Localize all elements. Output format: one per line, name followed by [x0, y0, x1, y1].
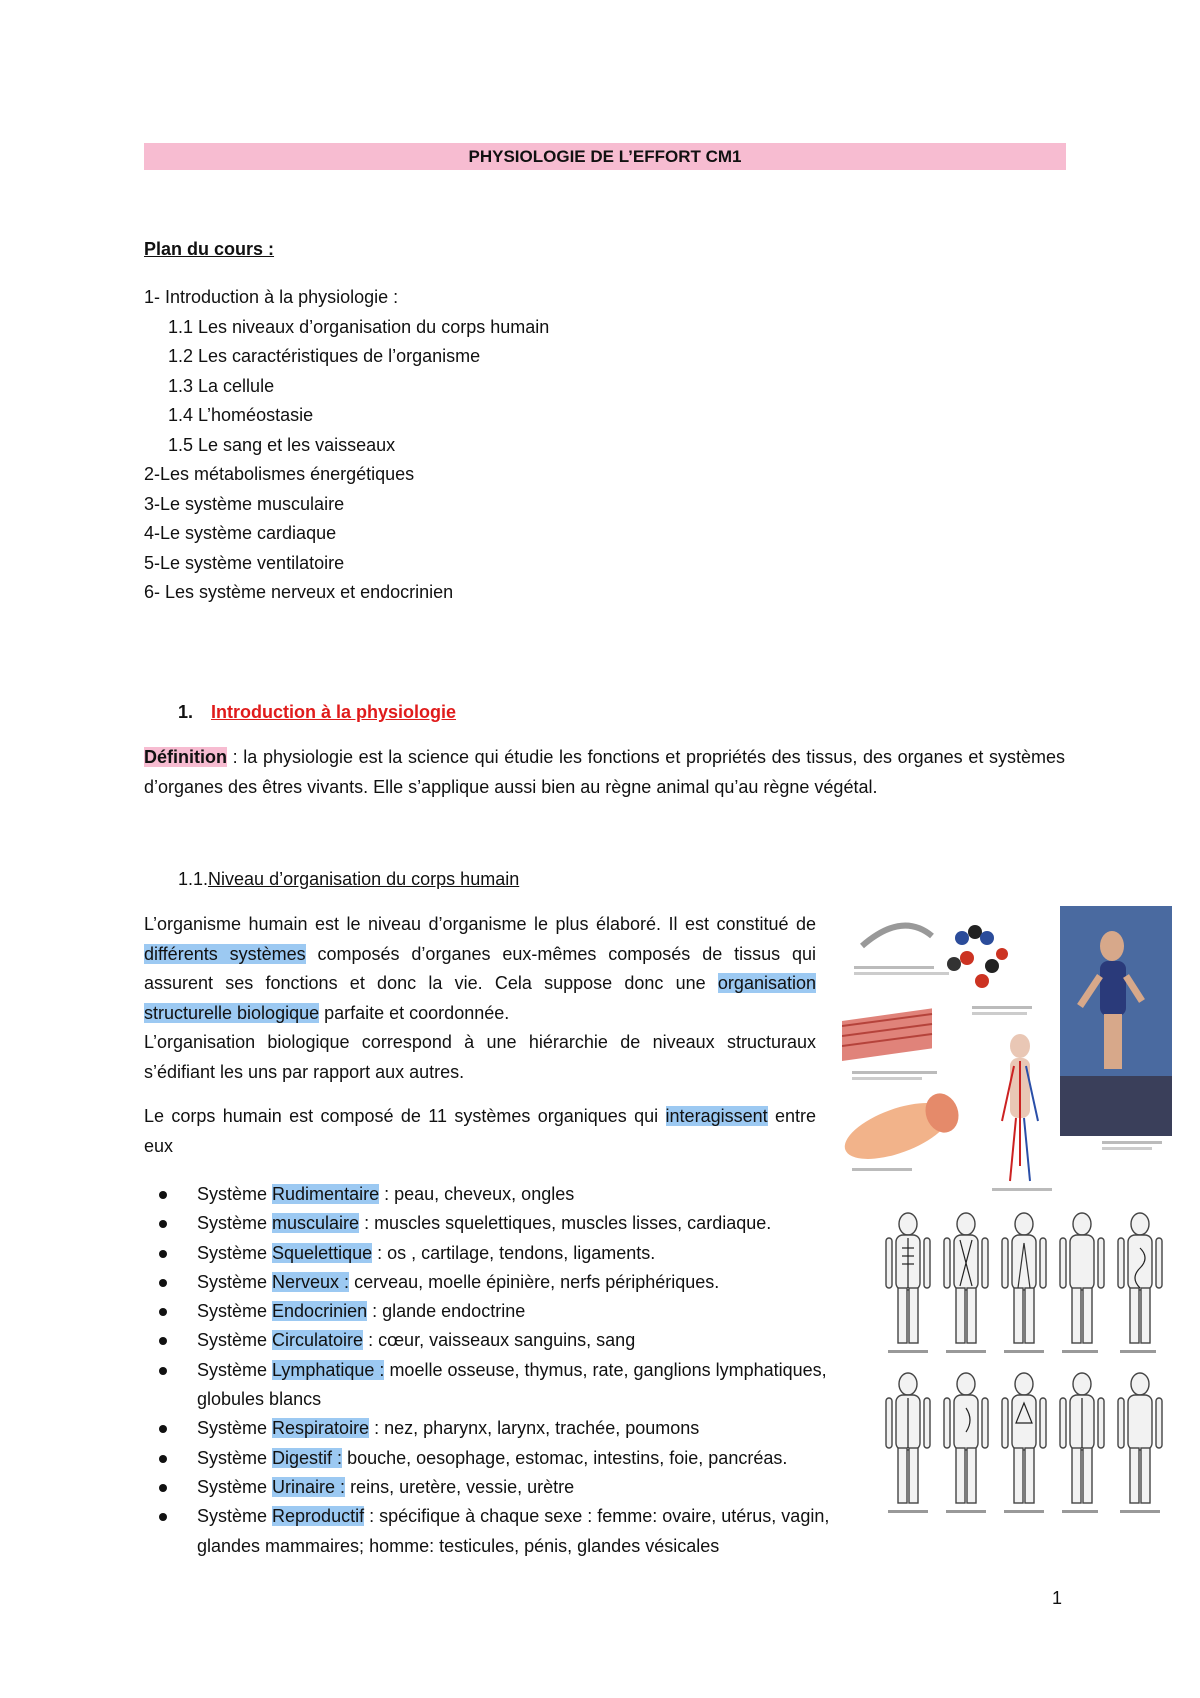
subsection-heading — [178, 867, 519, 891]
plan-item: 5-Le système ventilatoire — [144, 552, 345, 573]
system-name: Circulatoire — [272, 1330, 364, 1351]
system-name: Digestif : — [272, 1447, 343, 1468]
system-description: : os , cartilage, tendons, ligaments. — [372, 1242, 656, 1263]
system-item — [144, 1473, 874, 1502]
highlighted-term: interagissent — [665, 1106, 768, 1126]
plan-item: 2-Les métabolismes énergétiques — [144, 464, 415, 484]
bullet-icon — [159, 1308, 167, 1316]
bullet-icon — [159, 1484, 167, 1492]
organisation-levels-figure — [842, 906, 1172, 1201]
plan-item: 4-Le système cardiaque — [144, 523, 337, 543]
system-description: : nez, pharynx, larynx, trachée, poumons — [369, 1418, 700, 1439]
system-prefix: Système — [197, 1476, 273, 1497]
plan-item: 1.3 La cellule — [168, 375, 275, 396]
organisation-paragraph — [144, 910, 816, 1087]
system-item — [144, 1297, 874, 1326]
definition-text: : la physiologie est la science qui étudie les fonctions et propriétés des tissus, des organes et systèmes d’organes des êtres vivants. Elle s’applique aussi bien au règne animal qu’au règne végétal. — [144, 747, 1065, 797]
system-name: Respiratoire — [272, 1418, 370, 1439]
system-name: Lymphatique : — [272, 1359, 385, 1380]
systems-intro-paragraph — [144, 1102, 816, 1161]
system-description: : peau, cheveux, ongles — [379, 1184, 575, 1204]
paragraph-text: L’organisation biologique correspond à une hiérarchie de niveaux structuraux s’édifiant les uns par rapport aux autres. — [144, 1032, 816, 1082]
plan-heading: Plan du cours : — [144, 239, 275, 259]
system-item — [144, 1239, 874, 1268]
system-name: Rudimentaire — [272, 1184, 380, 1204]
system-name: Endocrinien — [272, 1301, 368, 1322]
paragraph-text: L’organisme humain est le niveau d’organisme le plus élaboré. Il est constitué de — [144, 914, 816, 934]
system-prefix: Système — [197, 1242, 273, 1263]
system-item — [144, 1209, 874, 1238]
highlighted-term: organisation structurelle biologique — [144, 973, 816, 1023]
system-item — [144, 1268, 874, 1297]
paragraph-text: Le corps humain est composé de 11 systèmes organiques qui — [144, 1106, 666, 1126]
system-description: reins, uretère, vessie, urètre — [345, 1476, 575, 1497]
system-item — [144, 1444, 874, 1473]
bullet-icon — [159, 1425, 167, 1433]
bullet-icon — [159, 1513, 167, 1521]
system-name: Urinaire : — [272, 1476, 346, 1497]
system-name: Reproductif — [272, 1506, 365, 1527]
body-systems-figure — [880, 1208, 1170, 1523]
bullet-icon — [159, 1220, 167, 1228]
system-description: : spécifique à chaque sexe : femme: ovaire, utérus, vagin, glandes mammaires; homme: testicules, pénis, glandes vésicales — [197, 1506, 830, 1556]
system-prefix: Système — [197, 1418, 273, 1439]
system-name: Squelettique — [272, 1242, 373, 1263]
system-prefix: Système — [197, 1506, 273, 1527]
system-name: Nerveux : — [272, 1271, 350, 1292]
system-item — [144, 1502, 874, 1561]
section-title: Introduction à la physiologie — [211, 702, 457, 722]
plan-item: 1.5 Le sang et les vaisseaux — [168, 434, 396, 455]
system-prefix: Système — [197, 1330, 273, 1351]
system-name: musculaire — [272, 1213, 360, 1234]
system-item — [144, 1326, 874, 1355]
system-description: : muscles squelettiques, muscles lisses, cardiaque. — [359, 1213, 772, 1234]
system-item — [144, 1414, 874, 1443]
paragraph-text: parfaite et coordonnée. — [319, 1002, 510, 1023]
plan-item: 1.4 L’homéostasie — [168, 405, 314, 425]
plan-item: 6- Les système nerveux et endocrinien — [144, 582, 454, 602]
system-item — [144, 1180, 874, 1209]
system-prefix: Système — [197, 1447, 273, 1468]
system-prefix: Système — [197, 1271, 273, 1292]
page-number: 1 — [1052, 1588, 1063, 1608]
paragraph-text: entre eux — [144, 1106, 816, 1156]
document-title: PHYSIOLOGIE DE L’EFFORT CM1 — [144, 143, 1066, 170]
subsection-title: Niveau d’organisation du corps humain — [208, 869, 520, 889]
system-description: bouche, oesophage, estomac, intestins, foie, pancréas. — [342, 1447, 788, 1468]
bullet-icon — [159, 1337, 167, 1345]
bullet-icon — [159, 1367, 167, 1375]
plan-item: 1.2 Les caractéristiques de l’organisme — [168, 346, 481, 366]
paragraph-text: composés d’organes eux-mêmes composés de tissus qui assurent ses fonctions et donc la vie. Cela suppose donc une — [144, 943, 817, 993]
system-description: moelle osseuse, thymus, rate, ganglions lymphatiques, globules blancs — [197, 1359, 827, 1410]
plan-item: 1.1 Les niveaux d’organisation du corps humain — [168, 316, 550, 337]
system-prefix: Système — [197, 1359, 273, 1380]
bullet-icon — [159, 1455, 167, 1463]
system-description: cerveau, moelle épinière, nerfs périphériques. — [349, 1271, 720, 1292]
system-prefix: Système — [197, 1184, 273, 1204]
system-prefix: Système — [197, 1301, 273, 1322]
highlighted-term: différents systèmes — [144, 943, 306, 964]
bullet-icon — [159, 1250, 167, 1258]
bullet-icon — [159, 1191, 167, 1199]
plan-item: 3-Le système musculaire — [144, 493, 345, 514]
bullet-icon — [159, 1279, 167, 1287]
system-item — [144, 1356, 874, 1415]
subsection-number: 1.1. — [178, 869, 209, 889]
definition-label: Définition — [144, 747, 227, 767]
plan-item: 1- Introduction à la physiologie : — [144, 287, 399, 307]
systems-list — [144, 1180, 874, 1561]
definition-paragraph — [144, 743, 1065, 802]
section-number: 1. — [178, 702, 194, 722]
system-description: : glande endoctrine — [367, 1301, 526, 1322]
section-heading — [178, 700, 456, 724]
system-description: : cœur, vaisseaux sanguins, sang — [363, 1330, 636, 1351]
plan-list — [144, 283, 549, 608]
system-prefix: Système — [197, 1213, 273, 1234]
